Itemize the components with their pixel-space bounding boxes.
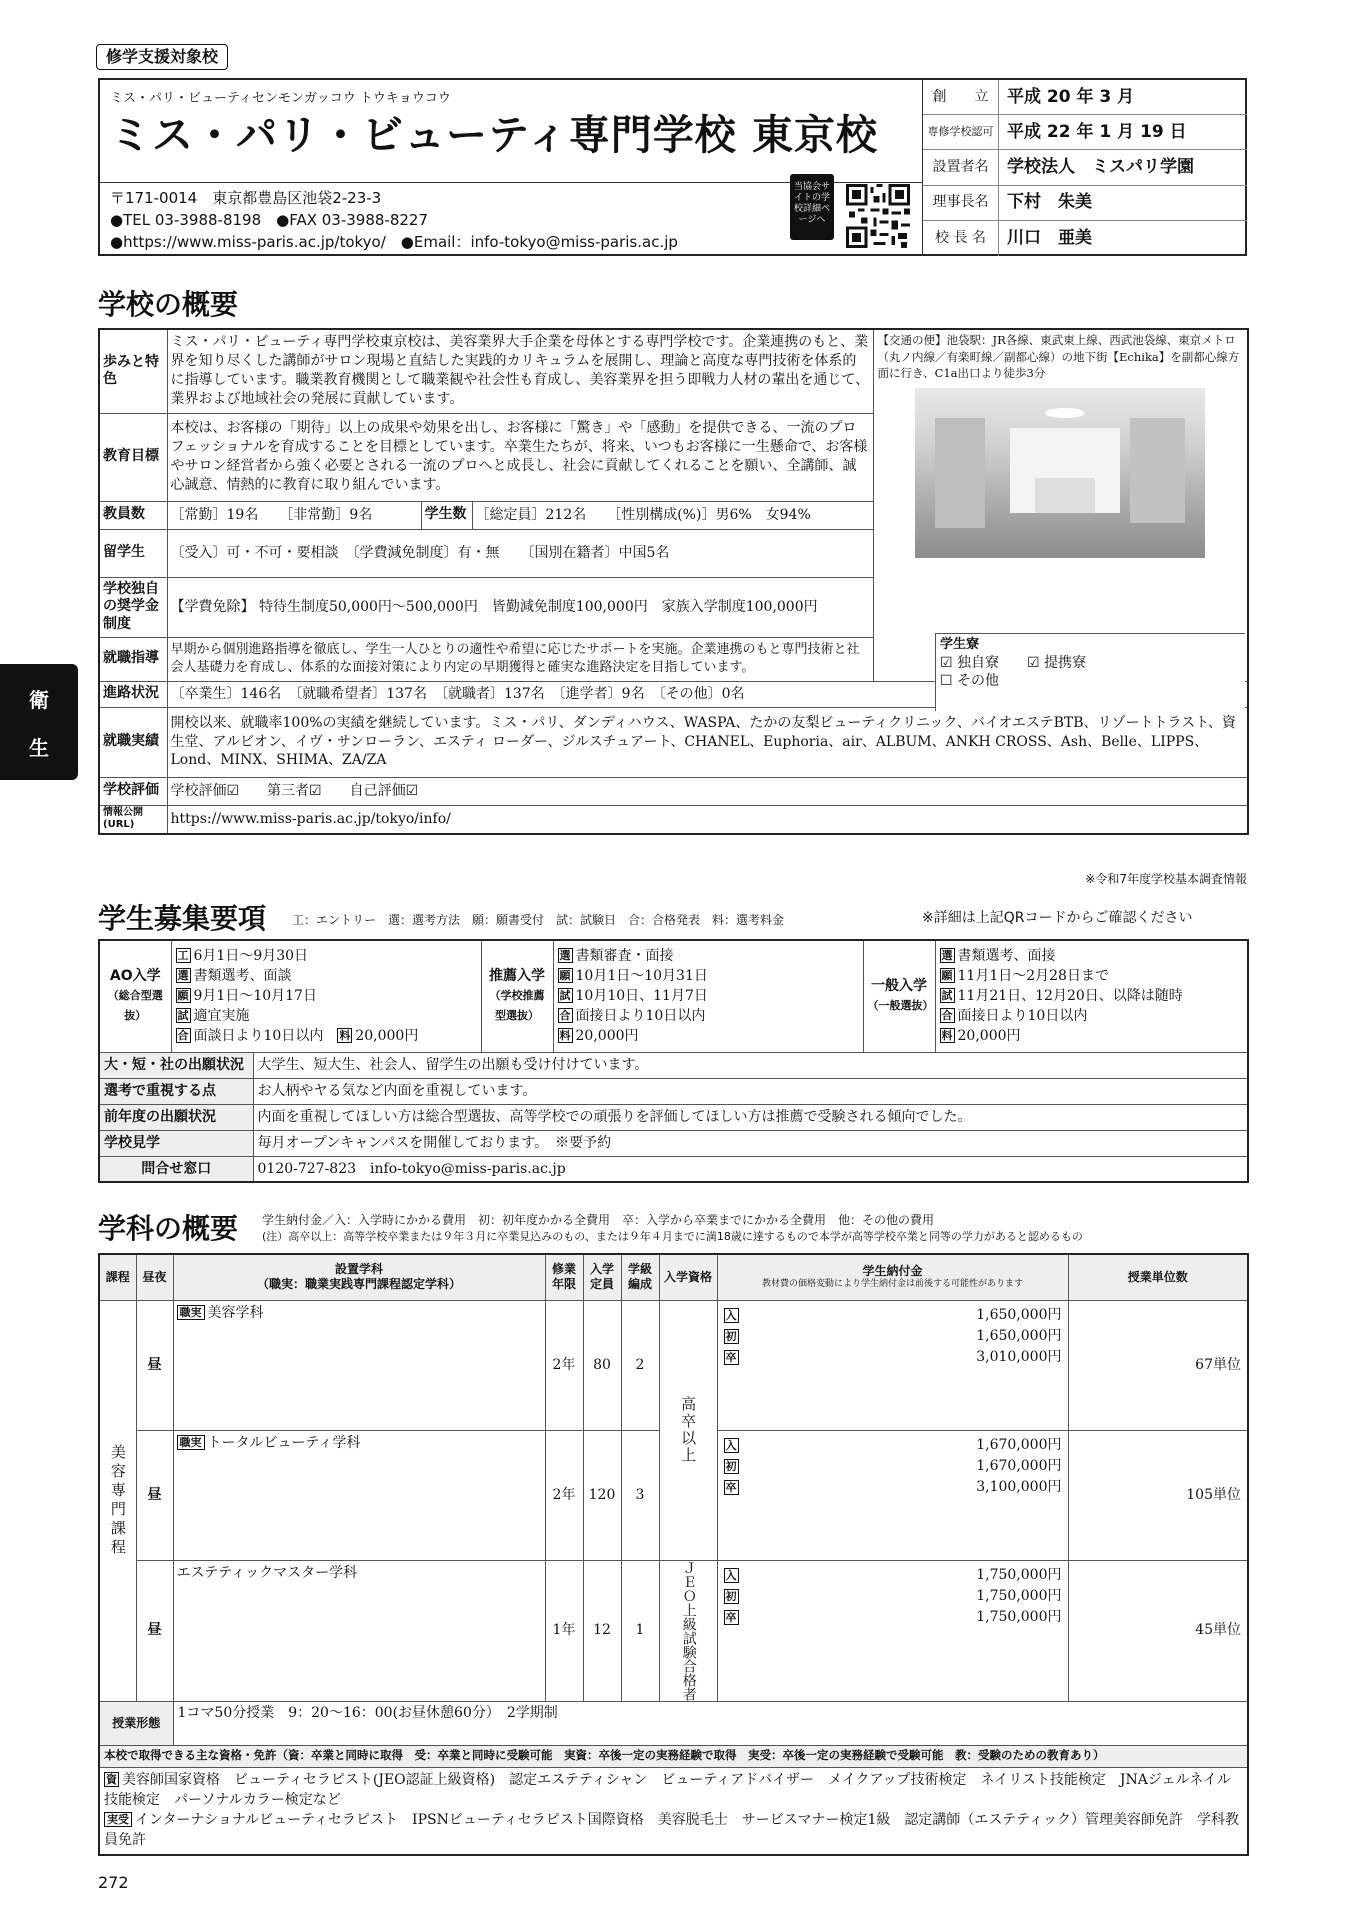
scholarship-label: 学校独自の奨学金制度 xyxy=(99,577,167,637)
qual-hs: 高卒以上 xyxy=(659,1300,717,1560)
dept-name: 職実 美容学科 xyxy=(173,1300,545,1430)
results-label: 就職実績 xyxy=(99,707,167,777)
info-value: 学校法人 ミスパリ学園 xyxy=(1007,157,1194,177)
school-name: ミス・パリ・ビューティ専門学校 東京校 xyxy=(110,111,878,159)
hdr-cap: 入学定員 xyxy=(583,1254,621,1300)
evaluation-text: 学校評価☑ 第三者☑ 自己評価☑ xyxy=(167,777,1248,805)
info-key: 理事長名 xyxy=(923,186,999,220)
school-web[interactable]: ●https://www.miss-paris.ac.jp/tokyo/ ●Email：info-tokyo@miss-paris.ac.jp xyxy=(110,233,678,251)
overview-table xyxy=(98,328,1249,835)
dept-time: 昼 xyxy=(136,1560,173,1701)
recruit-title: 学生募集要項 xyxy=(98,902,267,935)
school-header xyxy=(98,78,1247,256)
apply-text: 大学生、短大生、社会人、留学生の出願も受け付けています。 xyxy=(253,1052,1248,1078)
intl-label: 留学生 xyxy=(99,529,167,577)
hdr-years: 修業年限 xyxy=(545,1254,583,1300)
school-address: 〒171-0014 東京都豊島区池袋2-23-3 xyxy=(110,189,382,207)
contact-text[interactable]: 0120-727-823 info-tokyo@miss-paris.ac.jp xyxy=(253,1156,1248,1182)
qual-jeo: ＪＥＯ上級試験合格者 xyxy=(659,1560,717,1701)
support-badge: 修学支援対象校 xyxy=(96,44,228,70)
departments-title: 学科の概要 xyxy=(98,1212,239,1245)
fee-legend: 学生納付金／入：入学時にかかる費用 初：初年度かかる全費用 卒：入学から卒業までにかかる全費用 他：その他の費用 xyxy=(262,1213,935,1227)
goal-text: 本校は、お客様の「期待」以上の成果や効果を出し、お客様に「驚き」や「感動」を提供できる、一流のプロフェッショナルを育成することを目標としています。卒業生たちが、将来、いつもお客様に一生懸命で、お客様やサロン経営者から強く必要とされる一流のプロへと成長し、社会に貢献してくれることを願い、全講師、誠心誠意、情熱的に教育に取り組んでいます。 xyxy=(167,413,873,501)
category-tab: 衛 生 xyxy=(0,664,78,780)
qualification-note: (注）高卒以上：高等学校卒業または９年３月に卒業見込みのもの、または９年４月までに満18歳に達するもので本学が高等学校卒業と同等の学力があると認めるもの xyxy=(262,1230,1083,1243)
intl-text: 〔受入〕可・不可・要相談 〔学費減免制度〕有・無 〔国別在籍者〕中国5名 xyxy=(167,529,873,577)
career-guide-text: 早期から個別進路指導を徹底し、学生一人ひとりの適性や希望に応じたサポートを実施。企業連携のもと専門技術と社会人基礎力を育成し、体系的な面接対策により内定の早期獲得と確実な進路決定を目指しています。 xyxy=(167,637,873,681)
departments-table xyxy=(98,1253,1249,1856)
dept-units: 67単位 xyxy=(1068,1300,1248,1430)
evaluation-label: 学校評価 xyxy=(99,777,167,805)
info-key: 設置者名 xyxy=(923,150,999,184)
dept-units: 105単位 xyxy=(1068,1430,1248,1560)
disclosure-label: 情報公開(URL) xyxy=(99,805,167,834)
prev-year-label: 前年度の出願状況 xyxy=(99,1104,253,1130)
dept-cls: 1 xyxy=(621,1560,659,1701)
dept-cap: 12 xyxy=(583,1560,621,1701)
prev-year-text: 内面を重視してほしい方は総合型選抜、高等学校での頑張りを評価してほしい方は推薦で受験される傾向でした。 xyxy=(253,1104,1248,1130)
info-key: 創 立 xyxy=(923,80,999,114)
ao-label: AO入学 （総合型選抜） xyxy=(99,940,171,1052)
hdr-course: 課程 xyxy=(99,1254,136,1300)
access-text: 【交通の便】池袋駅：JR各線、東武東上線、西武池袋線、東京メトロ（丸ノ内線／有楽町線／副都心線）の地下街【Echika】を副都心線方面に行き、C1a出口より徒歩3分 xyxy=(877,333,1240,381)
qualifications-title: 本校で取得できる主な資格・免許（資：卒業と同時に取得 受：卒業と同時に受験可能 実資：卒後一定の実務経験で取得 実受：卒後一定の実務経験で受験可能 教：受験のための教育あり） xyxy=(99,1745,1248,1767)
info-key: 校 長 名 xyxy=(923,221,999,256)
access-cell xyxy=(873,329,1248,681)
dept-cls: 3 xyxy=(621,1430,659,1560)
results-text: 開校以来、就職率100%の実績を継続しています。ミス・パリ、ダンディハウス、WASPA、たかの友梨ビューティクリニック、バイオエステBTB、リゾートトラスト、資生堂、アルビオン、イヴ・サンローラン、エスティ ローダー、ジルスチュアート、CHANEL、Euphoria、air、ALBUM、ANKH CROSS、Ash、Belle、LIPPS、Lond、MINX、SHIMA、ZA/ZA xyxy=(167,707,1248,777)
students-text: ［総定員］212名 ［性別構成(%)］男6% 女94% xyxy=(472,501,873,529)
hdr-units: 授業単位数 xyxy=(1068,1254,1248,1300)
course-name: 美容専門課程 xyxy=(99,1300,136,1701)
dept-name: 職実 トータルビューティ学科 xyxy=(173,1430,545,1560)
dept-fees: 入 1,650,000円 初 1,650,000円 卒 3,010,000円 xyxy=(717,1300,1068,1430)
overview-title: 学校の概要 xyxy=(98,288,239,321)
ippan-label: 一般入学 （一般選抜） xyxy=(863,940,935,1052)
info-value: 平成 20 年 3 月 xyxy=(1007,86,1135,107)
history-label: 歩みと特色 xyxy=(99,329,167,413)
school-kana: ミス・パリ・ビューティセンモンガッコウ トウキョウコウ xyxy=(110,91,451,106)
form-text: 1コマ50分授業 9：20～16：00(お昼休憩60分） 2学期制 xyxy=(173,1701,1248,1745)
focus-label: 選考で重視する点 xyxy=(99,1078,253,1104)
dept-years: 1年 xyxy=(545,1560,583,1701)
suisen-label: 推薦入学 （学校推薦型選抜） xyxy=(481,940,553,1052)
history-text: ミス・パリ・ビューティ専門学校東京校は、美容業界大手企業を母体とする専門学校です。企業連携のもと、業界を知り尽くした講師がサロン現場と直結した実践的カリキュラムを展開し、理論と高度な専門技術を体系的に指導しています。職業教育機関として職業観や社会性も育成し、美容業界を担う即戦力人材の輩出を通じて、業界および地域社会の発展に貢献しています。 xyxy=(167,329,873,413)
career-guide-label: 就職指導 xyxy=(99,637,167,681)
dept-name: エステティックマスター学科 xyxy=(173,1560,545,1701)
contact-label: 問合せ窓口 xyxy=(99,1156,253,1182)
form-label: 授業形態 xyxy=(99,1701,173,1745)
school-photo xyxy=(915,388,1205,558)
dept-fees: 入 1,670,000円 初 1,670,000円 卒 3,100,000円 xyxy=(717,1430,1068,1560)
dept-years: 2年 xyxy=(545,1430,583,1560)
visit-text: 毎月オープンキャンパスを開催しております。 ※要予約 xyxy=(253,1130,1248,1156)
focus-text: お人柄やヤる気など内面を重視しています。 xyxy=(253,1078,1248,1104)
qr-label: 当協会サイトの学校詳細ページへ xyxy=(790,174,834,240)
dorm-box xyxy=(935,633,1245,711)
dept-cap: 80 xyxy=(583,1300,621,1430)
ao-details: 工 6月1日～9月30日 選 書類選考、面談 願 9月1日～10月17日 試 適宜実施 合 面談日より10日以内 料 20,000円 xyxy=(171,940,481,1052)
dorm-options: ☑ 独自寮 ☑ 提携寮 xyxy=(940,654,1087,671)
students-label: 学生数 xyxy=(421,501,472,529)
teachers-text: ［常勤］19名 ［非常勤］9名 xyxy=(167,501,421,529)
hdr-qual: 入学資格 xyxy=(659,1254,717,1300)
school-contact xyxy=(110,187,678,253)
teachers-label: 教員数 xyxy=(99,501,167,529)
path-label: 進路状況 xyxy=(99,681,167,707)
school-info-table xyxy=(922,80,1247,256)
recruit-table xyxy=(98,939,1249,1183)
dept-cap: 120 xyxy=(583,1430,621,1560)
hdr-fee: 学生納付金 教材費の価格変動により学生納付金は前後する可能性があります xyxy=(717,1254,1068,1300)
path-text: 〔卒業生〕146名 〔就職希望者〕137名 〔就職者〕137名 〔進学者〕9名 〔その他〕0名 xyxy=(167,681,1248,707)
page-number: 272 xyxy=(98,1873,129,1892)
school-phone: ●TEL 03-3988-8198 ●FAX 03-3988-8227 xyxy=(110,211,429,229)
qualifications-list: 資 美容師国家資格 ビューティセラピスト(JEO認証上級資格) 認定エステティシャン ビューティアドバイザー メイクアップ技術検定 ネイリスト技能検定 JNAジェルネイル技能検定 パーソナルカラー検定など 実受 インターナショナルビューティセラピスト IPSNビューティセラピスト国際資格 美容脱毛士 サービスマナー検定1級 認定講師（エステティック）管理美容師免許 学科教員免許 xyxy=(99,1767,1248,1855)
dept-time: 昼 xyxy=(136,1430,173,1560)
recruit-legend: 工：エントリー 選：選考方法 願：願書受付 試：試験日 合：合格発表 料：選考料金 xyxy=(292,913,785,927)
disclosure-url[interactable]: https://www.miss-paris.ac.jp/tokyo/info/ xyxy=(167,805,1248,834)
dept-fees: 入 1,750,000円 初 1,750,000円 卒 1,750,000円 xyxy=(717,1560,1068,1701)
ippan-details: 選 書類選考、面接 願 11月1日～2月28日まで 試 11月21日、12月20日、以降は随時 合 面接日より10日以内 料 20,000円 xyxy=(935,940,1248,1052)
scholarship-text: 【学費免除】 特待生制度50,000円～500,000円 皆勤減免制度100,000円 家族入学制度100,000円 xyxy=(167,577,873,637)
dorm-label: 学生寮 xyxy=(940,637,980,652)
dorm-other: ☐ その他 xyxy=(940,673,1000,690)
suisen-details: 選 書類審査・面接 願 10月1日～10月31日 試 10月10日、11月7日 合 面接日より10日以内 料 20,000円 xyxy=(553,940,863,1052)
hdr-time: 昼夜 xyxy=(136,1254,173,1300)
qr-note: ※詳細は上記QRコードからご確認ください xyxy=(922,910,1193,926)
survey-note: ※令和7年度学校基本調査情報 xyxy=(1085,872,1247,886)
info-value: 下村 朱美 xyxy=(1007,192,1092,213)
hdr-dept: 設置学科 （職実：職業実践専門課程認定学科） xyxy=(173,1254,545,1300)
info-value: 平成 22 年 1 月 19 日 xyxy=(1007,121,1187,142)
dept-years: 2年 xyxy=(545,1300,583,1430)
hdr-cls: 学級編成 xyxy=(621,1254,659,1300)
dept-cls: 2 xyxy=(621,1300,659,1430)
dept-units: 45単位 xyxy=(1068,1560,1248,1701)
apply-label: 大・短・社の出願状況 xyxy=(99,1052,253,1078)
goal-label: 教育目標 xyxy=(99,413,167,501)
visit-label: 学校見学 xyxy=(99,1130,253,1156)
info-value: 川口 亜美 xyxy=(1007,227,1092,248)
info-key: 専修学校認可 xyxy=(923,115,999,149)
dept-time: 昼 xyxy=(136,1300,173,1430)
qr-code[interactable] xyxy=(846,184,910,248)
